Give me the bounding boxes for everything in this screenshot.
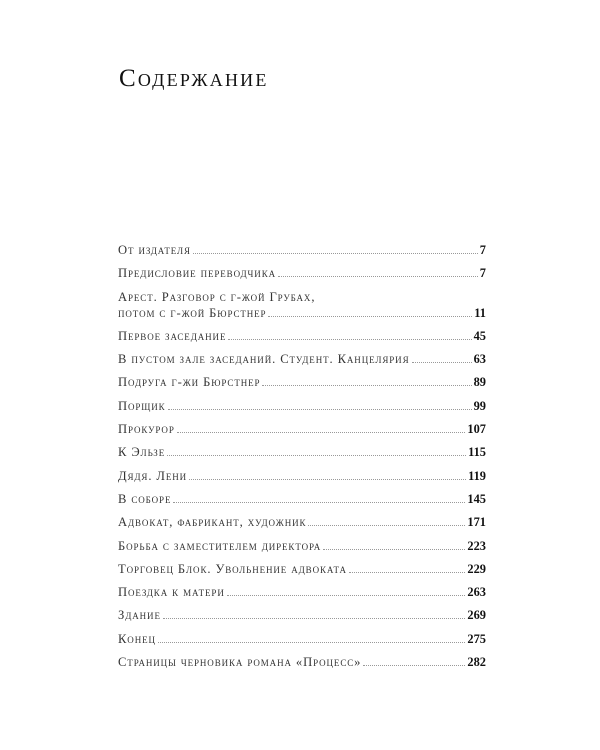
page-title: Содержание xyxy=(119,64,269,92)
toc-page-number: 115 xyxy=(468,445,486,460)
leader-dots xyxy=(308,524,465,526)
leader-dots xyxy=(177,431,466,433)
leader-dots xyxy=(278,275,478,277)
toc-entry-label-line1: Арест. Разговор с г-жой Грубах, xyxy=(118,289,316,304)
leader-dots xyxy=(167,454,466,456)
toc-page-number: 269 xyxy=(467,608,486,623)
toc-page-number: 282 xyxy=(467,655,486,670)
table-of-contents xyxy=(118,242,486,677)
toc-entry[interactable] xyxy=(118,265,486,281)
toc-entry[interactable] xyxy=(118,607,486,623)
toc-entry[interactable] xyxy=(118,538,486,554)
toc-entry-label: Порщик xyxy=(118,398,166,413)
toc-entry-label: К Эльзе xyxy=(118,445,166,460)
leader-dots xyxy=(363,664,465,666)
toc-entry-label: Подруга г-жи Бюрстнер xyxy=(118,375,261,390)
toc-entry-label: Дядя. Лени xyxy=(118,468,188,483)
toc-entry[interactable] xyxy=(118,491,486,507)
toc-page-number: 45 xyxy=(473,328,486,343)
leader-dots xyxy=(193,252,478,254)
toc-entry-label: Конец xyxy=(118,631,156,646)
toc-page-number: 229 xyxy=(467,561,486,576)
toc-entry[interactable] xyxy=(118,242,486,258)
leader-dots xyxy=(349,571,466,573)
toc-entry[interactable] xyxy=(118,421,486,437)
toc-entry[interactable] xyxy=(118,351,486,367)
toc-entry[interactable] xyxy=(118,289,486,321)
leader-dots xyxy=(158,641,466,643)
toc-page-number: 171 xyxy=(467,515,486,530)
leader-dots xyxy=(189,478,466,480)
toc-page-number: 275 xyxy=(467,631,486,646)
toc-entry-label: Здание xyxy=(118,608,161,623)
leader-dots xyxy=(168,408,472,410)
toc-page-number: 119 xyxy=(468,468,486,483)
toc-entry[interactable] xyxy=(118,444,486,460)
toc-entry-label: Первое заседание xyxy=(118,328,227,343)
leader-dots xyxy=(262,384,471,386)
toc-page-number: 7 xyxy=(479,243,486,257)
leader-dots xyxy=(163,617,466,619)
toc-entry-label: Торговец Блок. Увольнение адвоката xyxy=(118,561,347,576)
toc-page-number: 223 xyxy=(467,538,486,553)
leader-dots xyxy=(412,361,472,363)
toc-entry-label: Прокурор xyxy=(118,422,175,437)
toc-entry-label: От издателя xyxy=(118,243,191,257)
leader-dots xyxy=(323,548,465,550)
toc-entry-label: В соборе xyxy=(118,491,172,506)
toc-entry[interactable] xyxy=(118,561,486,577)
toc-page-number: 89 xyxy=(473,375,486,390)
toc-page-number: 11 xyxy=(474,305,486,320)
toc-entry-label: Предисловие переводчика xyxy=(118,266,277,281)
toc-entry-label: Поездка к матери xyxy=(118,585,225,600)
toc-entry[interactable] xyxy=(118,514,486,530)
leader-dots xyxy=(268,315,472,317)
toc-entry[interactable] xyxy=(118,374,486,390)
toc-entry-label: Адвокат, фабрикант, художник xyxy=(118,515,307,530)
toc-entry[interactable] xyxy=(118,328,486,344)
leader-dots xyxy=(228,338,471,340)
toc-entry[interactable] xyxy=(118,468,486,484)
toc-entry-label: потом с г-жой Бюрстнер xyxy=(118,305,267,320)
toc-entry-label: Страницы черновика романа «Процесс» xyxy=(118,655,362,670)
toc-page-number: 145 xyxy=(467,491,486,506)
leader-dots xyxy=(173,501,465,503)
toc-page-number: 63 xyxy=(473,352,486,367)
toc-entry-label: В пустом зале заседаний. Студент. Канцелярия xyxy=(118,352,410,367)
toc-page-number: 263 xyxy=(467,585,486,600)
toc-page-number: 99 xyxy=(473,398,486,413)
toc-page-number: 107 xyxy=(467,422,486,437)
toc-entry[interactable] xyxy=(118,631,486,647)
leader-dots xyxy=(227,594,466,596)
toc-page-number: 7 xyxy=(479,266,486,281)
toc-entry[interactable] xyxy=(118,654,486,670)
toc-entry[interactable] xyxy=(118,398,486,414)
toc-entry-label: Борьба с заместителем директора xyxy=(118,538,322,553)
toc-entry[interactable] xyxy=(118,584,486,600)
